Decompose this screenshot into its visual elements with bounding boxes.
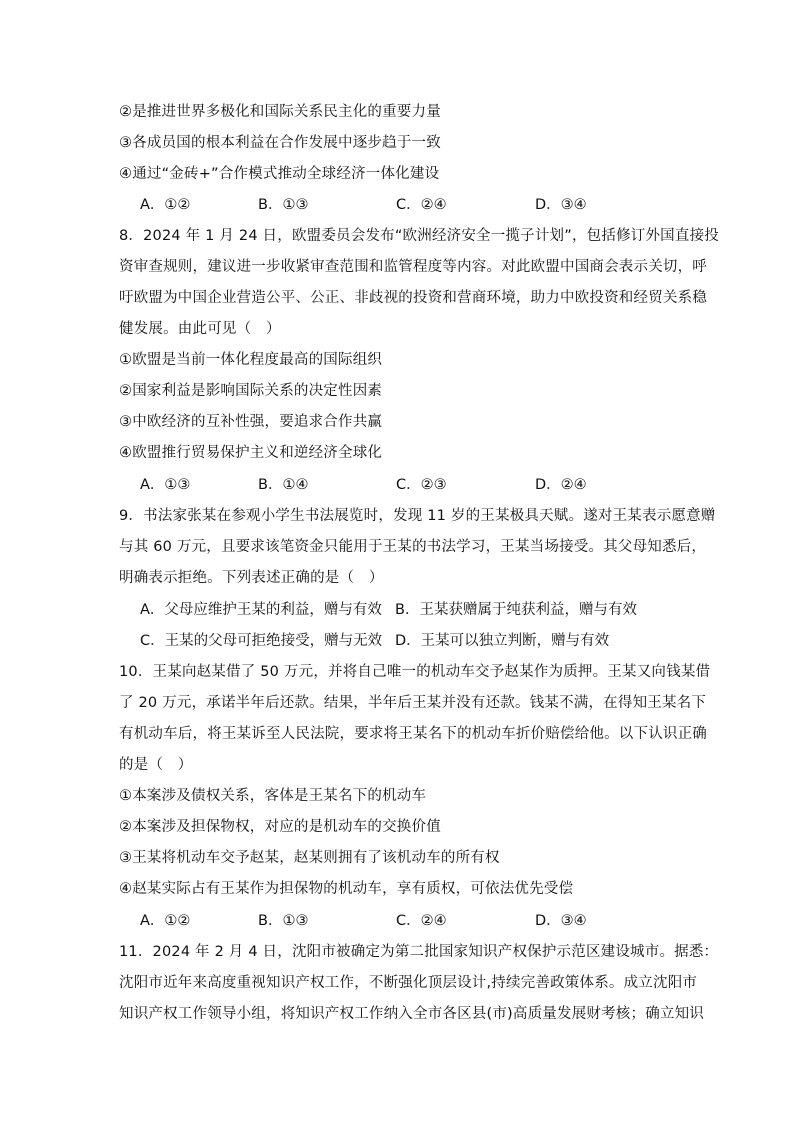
q8-stem-line-3: 吁欧盟为中国企业营造公平、公正、非歧视的投资和营商环境，助力中欧投资和经贸关系稳	[119, 290, 707, 306]
q10-item-3: ③王某将机动车交予赵某，赵某则拥有了该机动车的所有权	[119, 850, 500, 866]
q8-item-1: ①欧盟是当前一体化程度最高的国际组织	[119, 352, 383, 368]
q10-item-1: ①本案涉及债权关系，客体是王某名下的机动车	[119, 788, 427, 804]
q9-option-d[interactable]: D．王某可以独立判断，赠与有效	[395, 633, 610, 649]
q11-stem-line-2: 沈阳市近年来高度重视知识产权工作，不断强化顶层设计,持续完善政策体系。成立沈阳市	[119, 975, 698, 991]
q10-item-2: ②本案涉及担保物权，对应的是机动车的交换价值	[119, 819, 441, 835]
q10-stem-line-2: 了 20 万元，承诺半年后还款。结果，半年后王某并没有还款。钱某不满，在得知王某名下	[119, 695, 707, 711]
q7-option-b[interactable]: B．①③	[258, 197, 309, 213]
q10-item-4: ④赵某实际占有王某作为担保物的机动车，享有质权，可依法优先受偿	[119, 881, 574, 897]
q9-stem-line-3: 明确表示拒绝。下列表述正确的是（ ）	[119, 570, 384, 586]
q7-item-2: ②是推进世界多极化和国际关系民主化的重要力量	[119, 104, 441, 120]
q10-option-a[interactable]: A．①②	[140, 913, 191, 929]
q7-option-c[interactable]: C．②④	[396, 197, 447, 213]
q8-item-4: ④欧盟推行贸易保护主义和逆经济全球化	[119, 445, 383, 461]
q7-item-3: ③各成员国的根本利益在合作发展中逐步趋于一致	[119, 135, 441, 151]
q8-item-2: ②国家利益是影响国际关系的决定性因素	[119, 383, 383, 399]
q10-option-b[interactable]: B．①③	[258, 913, 309, 929]
q8-option-c[interactable]: C．②③	[396, 477, 447, 493]
q7-option-a[interactable]: A．①②	[140, 197, 191, 213]
q8-option-d[interactable]: D．②④	[535, 477, 587, 493]
q8-stem-line-2: 资审查规则，建议进一步收紧审查范围和监管程度等内容。对此欧盟中国商会表示关切，呼	[119, 259, 707, 275]
q10-option-c[interactable]: C．②④	[396, 913, 447, 929]
q9-stem-line-2: 与其 60 万元，且要求该笔资金只能用于王某的书法学习，王某当场接受。其父母知悉后，	[119, 539, 707, 555]
q8-option-b[interactable]: B．①④	[258, 477, 309, 493]
q7-item-4: ④通过“金砖+”合作模式推动全球经济一体化建设	[119, 166, 440, 182]
q8-stem-line-1: 8．2024 年 1 月 24 日，欧盟委员会发布“欧洲经济安全一揽子计划”，包括修订外国直接投	[119, 228, 719, 244]
q9-option-a[interactable]: A．父母应维护王某的利益，赠与有效	[140, 602, 382, 618]
q8-item-3: ③中欧经济的互补性强，要追求合作共赢	[119, 414, 383, 430]
q9-option-b[interactable]: B．王某获赠属于纯获利益，赠与有效	[395, 602, 637, 618]
q9-option-c[interactable]: C．王某的父母可拒绝接受，赠与无效	[140, 633, 383, 649]
q7-option-d[interactable]: D．③④	[535, 197, 587, 213]
q11-stem-line-3: 知识产权工作领导小组，将知识产权工作纳入全市各区县(市)高质量发展财考核；确立知识	[119, 1006, 705, 1022]
q8-stem-line-4: 健发展。由此可见（ ）	[119, 321, 281, 337]
q10-stem-line-3: 有机动车后，将王某诉至人民法院，要求将王某名下的机动车折价赔偿给他。以下认识正确	[119, 726, 707, 742]
q10-stem-line-1: 10．王某向赵某借了 50 万元，并将自己唯一的机动车交予赵某作为质押。王某又向钱某借	[119, 664, 711, 680]
q8-option-a[interactable]: A．①③	[140, 477, 191, 493]
q11-stem-line-1: 11．2024 年 2 月 4 日，沈阳市被确定为第二批国家知识产权保护示范区建设城市。据悉：	[119, 944, 719, 960]
q10-stem-line-4: 的是（ ）	[119, 757, 193, 773]
q9-stem-line-1: 9．书法家张某在参观小学生书法展览时，发现 11 岁的王某极具天赋。遂对王某表示愿意赠	[119, 508, 716, 524]
q10-option-d[interactable]: D．③④	[535, 913, 587, 929]
